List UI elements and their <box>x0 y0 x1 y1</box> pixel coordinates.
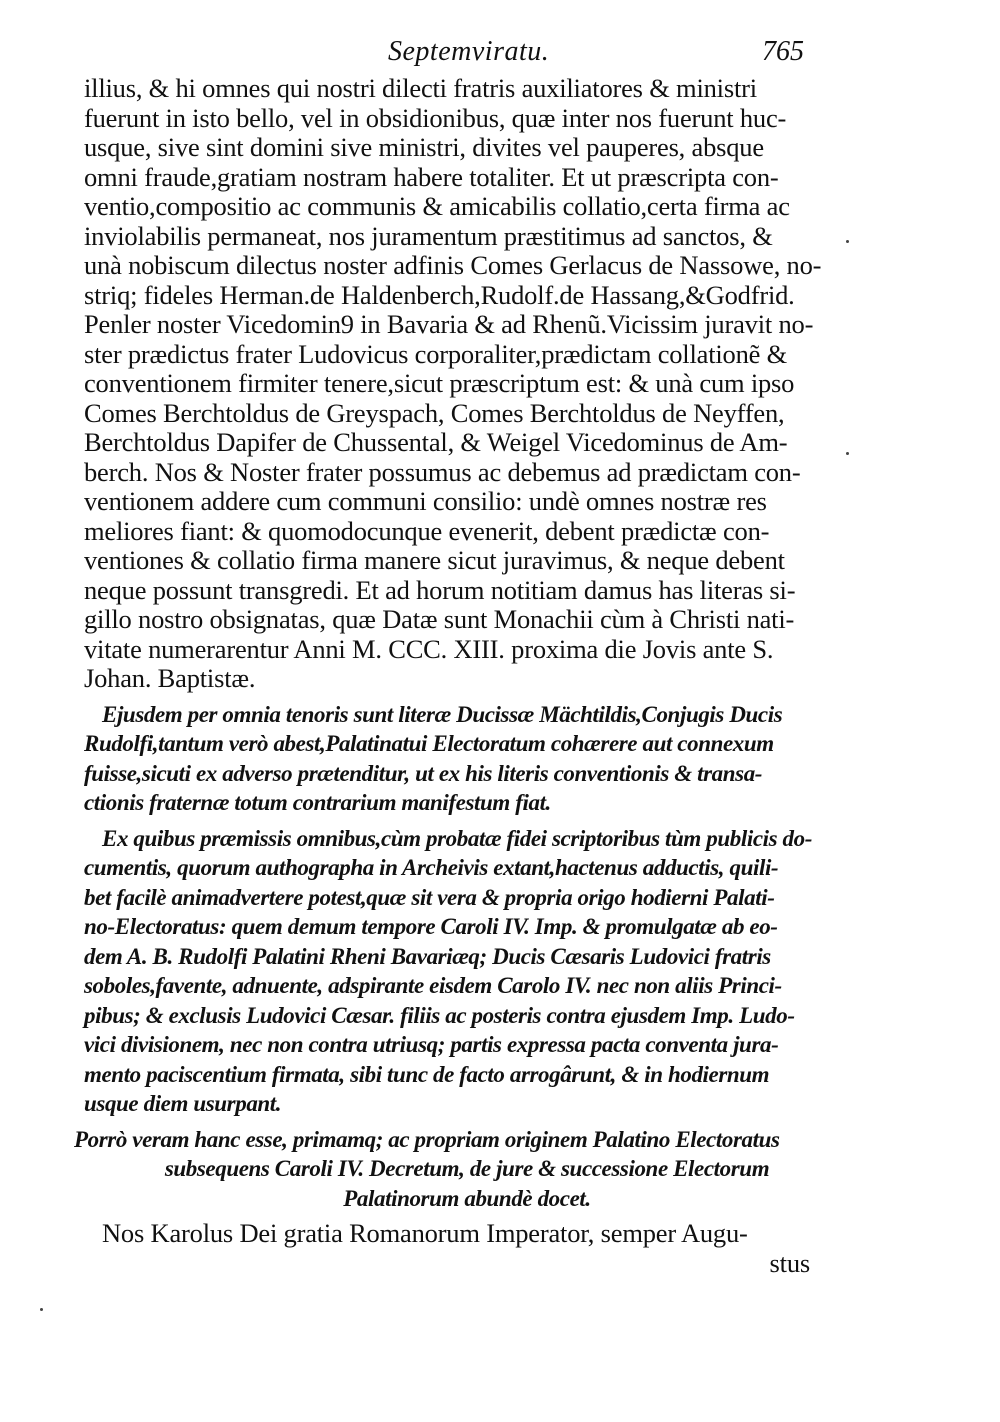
text-line: Nos Karolus Dei gratia Romanorum Imperator, semper Augu- <box>102 1218 748 1248</box>
text-line: Johan. Baptistæ. <box>84 663 256 693</box>
text-line: meliores fiant: & quomodocunque evenerit, debent prædictæ con- <box>84 515 770 546</box>
text-line: ster prædictus frater Ludovicus corporaliter,prædictam collationẽ & <box>84 338 788 369</box>
text-line: bet facilè animadvertere potest,quæ sit vera & propria origo hodierni Palati- <box>84 884 775 910</box>
print-speck <box>846 452 849 455</box>
text-line: usque diem usurpant. <box>84 1091 282 1116</box>
decree-opening <box>84 1219 850 1278</box>
print-speck <box>40 1308 43 1311</box>
charter-text <box>84 74 850 694</box>
text-line: Berchtoldus Dapifer de Chussental, & Weigel Vicedominus de Am- <box>84 427 788 457</box>
text-line: subsequens Caroli IV. Decretum, de jure & successione Electorum <box>164 1156 770 1181</box>
body-text <box>74 73 850 1278</box>
text-line: Ejusdem per omnia tenoris sunt literæ Ducissæ Mächtildis,Conjugis Ducis <box>102 701 783 727</box>
catchword: stus <box>769 1247 810 1278</box>
commentary-paragraph-1 <box>84 700 850 818</box>
text-line: berch. Nos & Noster frater possumus ac debemus ad prædictam con- <box>84 456 801 487</box>
text-line: ventio,compositio ac communis & amicabilis collatio,certa firma ac <box>84 191 790 221</box>
text-line: neque possunt transgredi. Et ad horum notitiam damus has literas si- <box>84 574 796 605</box>
text-line: no-Electoratus: quem demum tempore Caroli IV. Imp. & promulgatæ ab eo- <box>84 914 778 939</box>
text-line: Penler noster Vicedomin9 in Bavaria & ad Rhenũ.Vicissim juravit no- <box>84 309 814 339</box>
page-number: 765 <box>762 36 804 67</box>
running-title: Septemviratu. <box>388 36 550 67</box>
text-line: Porrò veram hanc esse, primamq; ac propriam originem Palatino Electoratus <box>74 1126 780 1152</box>
text-line: pibus; & exclusis Ludovici Cæsar. filiis ac posteris contra ejusdem Imp. Ludo- <box>84 1002 795 1028</box>
text-line: Comes Berchtoldus de Greyspach, Comes Berchtoldus de Neyffen, <box>84 397 785 428</box>
text-line: fuerunt in isto bello, vel in obsidionibus, quæ inter nos fuerunt huc- <box>84 102 787 133</box>
commentary-paragraph-2 <box>84 824 850 1119</box>
text-line: vitate numerarentur Anni M. CCC. XIII. proxima die Jovis ante S. <box>84 633 774 664</box>
text-line: ventiones & collatio firma manere sicut juravimus, & neque debent <box>84 545 785 575</box>
page-header <box>0 30 1000 74</box>
text-line: unà nobiscum dilectus noster adfinis Comes Gerlacus de Nassowe, no- <box>84 250 822 280</box>
text-line: omni fraude,gratiam nostram habere totaliter. Et ut præscripta con- <box>84 161 779 192</box>
text-line: conventionem firmiter tenere,sicut præscriptum est: & unà cum ipso <box>84 368 795 398</box>
text-line: ctionis fraternæ totum contrarium manifestum fiat. <box>84 790 551 815</box>
text-line: vici divisionem, nec non contra utriusq; partis expressa pacta conventa jura- <box>84 1032 779 1057</box>
text-line: Ex quibus præmissis omnibus,cùm probatæ fidei scriptoribus tùm publicis do- <box>102 825 812 851</box>
text-line: usque, sive sint domini sive ministri, divites vel pauperes, absque <box>84 132 764 162</box>
text-line: inviolabilis permaneat, nos juramentum præstitimus ad sanctos, & <box>84 220 773 251</box>
text-line: soboles,favente, adnuente, adspirante eisdem Carolo IV. nec non aliis Princi- <box>84 973 782 998</box>
text-line: cumentis, quorum authographa in Archeivis extant,hactenus adductis, quili- <box>84 855 779 880</box>
print-speck <box>846 240 849 243</box>
text-line: illius, & hi omnes qui nostri dilecti fratris auxiliatores & ministri <box>84 73 757 103</box>
text-line: Rudolfi,tantum verò abest,Palatinatui Electoratum cohærere aut connexum <box>84 731 774 756</box>
text-line: Palatinorum abundè docet. <box>343 1185 591 1211</box>
text-line: dem A. B. Rudolfi Palatini Rheni Bavariæq; Ducis Cæsaris Ludovici fratris <box>84 943 771 969</box>
text-line: fuisse,sicuti ex adverso prætenditur, ut ex his literis conventionis & transa- <box>84 760 763 786</box>
text-line: striq; fideles Herman.de Haldenberch,Rudolf.de Hassang,&Godfrid. <box>84 279 795 310</box>
text-line: ventionem addere cum communi consilio: undè omnes nostræ res <box>84 486 767 516</box>
commentary-paragraph-3 <box>74 1125 860 1214</box>
text-line: gillo nostro obsignatas, quæ Datæ sunt Monachii cùm à Christi nati- <box>84 604 795 634</box>
text-line: mento paciscentium firmata, sibi tunc de facto arrogârunt, & in hodiernum <box>84 1061 770 1087</box>
